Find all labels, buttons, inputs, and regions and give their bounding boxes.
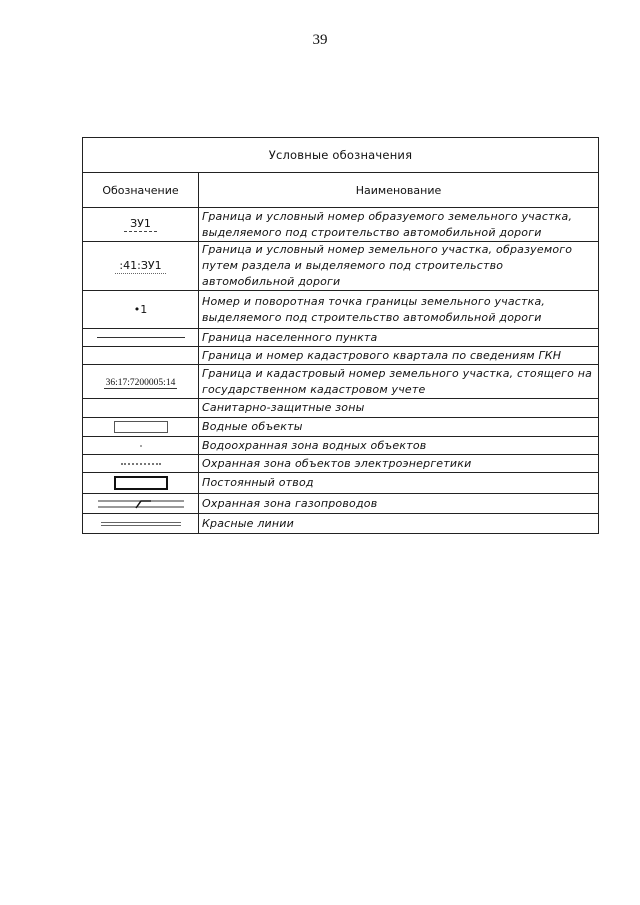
permanent-allotment-rect-icon bbox=[114, 476, 168, 490]
legend-symbol bbox=[83, 208, 199, 242]
legend-row bbox=[83, 399, 599, 418]
symbol-label: •1 bbox=[133, 303, 148, 316]
column-header-name: Наименование bbox=[199, 173, 599, 208]
legend-name: Санитарно-защитные зоны bbox=[199, 399, 599, 418]
legend-row bbox=[83, 291, 599, 329]
legend-name: Красные линии bbox=[199, 514, 599, 534]
legend-symbol bbox=[83, 365, 199, 399]
legend-title: Условные обозначения bbox=[83, 138, 599, 173]
legend-name: Граница и номер кадастрового квартала по сведениям ГКН bbox=[199, 347, 599, 365]
legend-symbol bbox=[83, 494, 199, 514]
symbol-label: 36:17:7200005:14 bbox=[105, 377, 176, 388]
legend-name: Граница и кадастровый номер земельного участка, стоящего на государственном кадастровом учете bbox=[199, 365, 599, 399]
legend-symbol bbox=[83, 473, 199, 494]
legend-symbol bbox=[83, 437, 199, 455]
symbol-label: ЗУ1 bbox=[124, 217, 157, 232]
legend-symbol bbox=[83, 418, 199, 437]
legend-row bbox=[83, 473, 599, 494]
legend-row bbox=[83, 418, 599, 437]
legend-row bbox=[83, 208, 599, 242]
legend-row bbox=[83, 365, 599, 399]
legend-symbol bbox=[83, 399, 199, 418]
gas-pipeline-zone-icon bbox=[96, 498, 186, 510]
legend-row bbox=[83, 514, 599, 534]
water-protection-dot-icon bbox=[140, 445, 142, 447]
legend-name: Граница и условный номер образуемого земельного участка, выделяемого под строительство автомобильной дороги bbox=[199, 208, 599, 242]
red-line-icon bbox=[101, 522, 181, 526]
legend-row bbox=[83, 437, 599, 455]
column-header-symbol: Обозначение bbox=[83, 173, 199, 208]
power-zone-dotted-line-icon bbox=[121, 463, 161, 465]
legend-name: Водные объекты bbox=[199, 418, 599, 437]
page-number: 39 bbox=[312, 32, 328, 48]
legend-row bbox=[83, 329, 599, 347]
legend-name: Граница и условный номер земельного участка, образуемого путем раздела и выделяемого под строительство автомобильной дороги bbox=[199, 242, 599, 291]
legend-symbol bbox=[83, 242, 199, 291]
legend-name: Водоохранная зона водных объектов bbox=[199, 437, 599, 455]
symbol-label: :41:ЗУ1 bbox=[115, 259, 165, 274]
legend-name: Граница населенного пункта bbox=[199, 329, 599, 347]
legend-symbol bbox=[83, 347, 199, 365]
legend-symbol bbox=[83, 514, 199, 534]
legend-name: Охранная зона объектов электроэнергетики bbox=[199, 455, 599, 473]
water-object-rect-icon bbox=[114, 421, 168, 433]
legend-row bbox=[83, 494, 599, 514]
settlement-boundary-line-icon bbox=[97, 337, 185, 338]
legend-name: Охранная зона газопроводов bbox=[199, 494, 599, 514]
legend-table bbox=[82, 137, 599, 534]
legend-symbol bbox=[83, 329, 199, 347]
legend-row bbox=[83, 347, 599, 365]
legend-name: Постоянный отвод bbox=[199, 473, 599, 494]
legend-symbol bbox=[83, 291, 199, 329]
legend-symbol bbox=[83, 455, 199, 473]
legend-name: Номер и поворотная точка границы земельного участка, выделяемого под строительство автомобильной дороги bbox=[199, 291, 599, 329]
legend-row bbox=[83, 455, 599, 473]
legend-row bbox=[83, 242, 599, 291]
